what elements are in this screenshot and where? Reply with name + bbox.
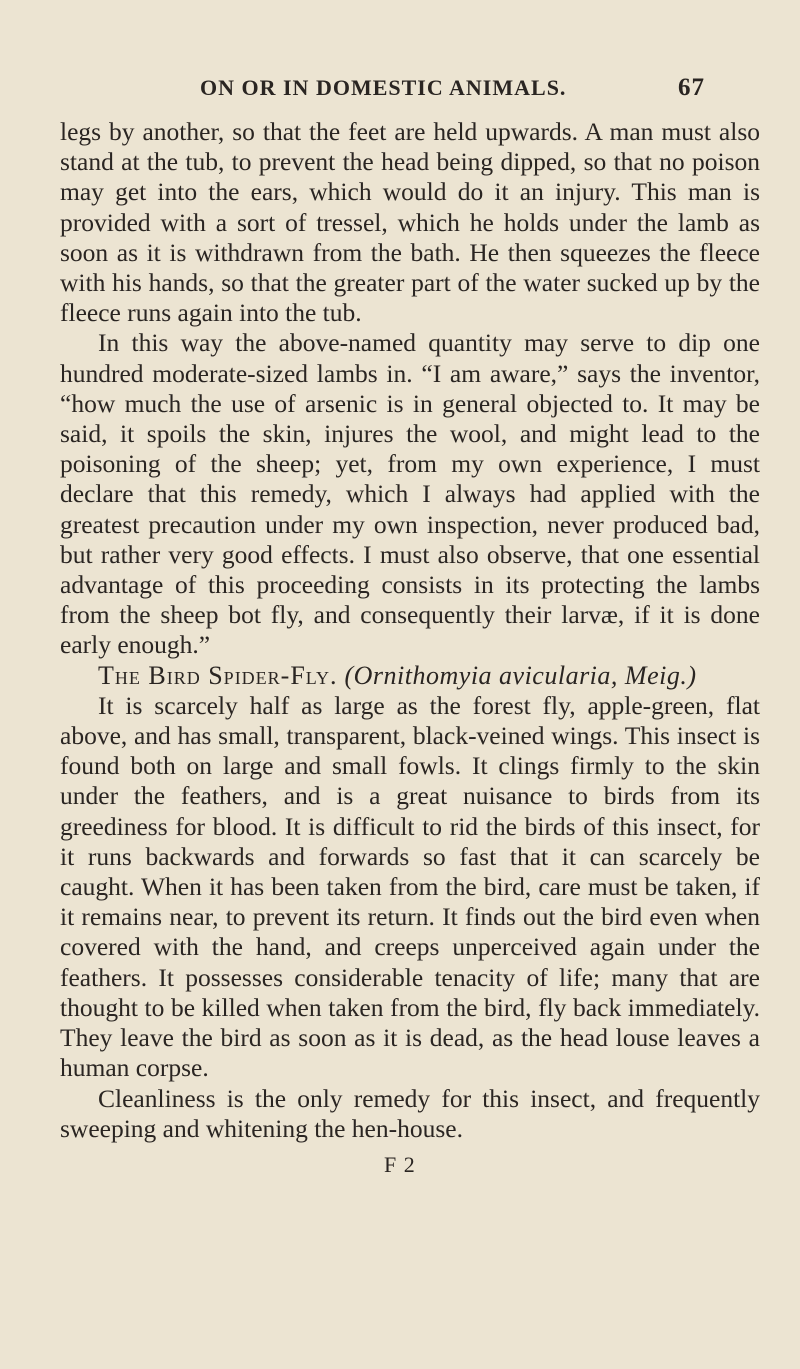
running-head xyxy=(200,74,705,102)
section-heading-latin-name: (Ornithomyia avicularia, Meig.) xyxy=(344,660,697,690)
signature-mark: F 2 xyxy=(384,1152,416,1177)
section-heading xyxy=(60,661,760,691)
paragraph-bird-spider-fly: It is scarcely half as large as the forest fly, apple-green, flat above, and has small, transparent, black-veined wings. This insect is found both on large and small fowls. It clings firmly to the skin under the feathers, and is a great nuisance to birds from its greediness for blood. It is difficult to rid the birds of this insect, for it runs backwards and forwards so fast that it can scarcely be caught. When it has been taken from the bird, care must be taken, if it remains near, to prevent its return. It finds out the bird even when covered with the hand, and creeps unperceived again under the feathers. It possesses considerable tenacity of life; many that are thought to be killed when taken from the bird, fly back immediately. They leave the bird as soon as it is dead, as the head louse leaves a human corpse. xyxy=(60,690,760,1083)
section-heading-common-name: The Bird Spider-Fly. xyxy=(98,660,338,690)
running-title: ON OR IN DOMESTIC ANIMALS. xyxy=(200,75,567,100)
paragraph-arsenic-quote: In this way the above-named quantity may serve to dip one hundred moderate-sized lambs in. “I am aware,” says the inventor, “how much the use of arsenic is in general objected to. It may be said, it spoils the skin, injures the wool, and might lead to the poisoning of the sheep; yet, from my own experience, I must declare that this remedy, which I always had applied with the greatest precaution under my own inspection, never produced bad, but rather very good effects. I must also observe, that one essential advantage of this proceeding consists in its protecting the lambs from the sheep bot fly, and consequently their larvæ, if it is done early enough.” xyxy=(60,328,760,660)
page-number: 67 xyxy=(678,74,705,101)
paragraph-continued: legs by another, so that the feet are held upwards. A man must also stand at the tub, to prevent the head being dipped, so that no poison may get into the ears, which would do it an injury. This man is provided with a sort of tressel, which he holds under the lamb as soon as it is withdrawn from the bath. He then squeezes the fleece with his hands, so that the greater part of the water sucked up by the fleece runs again into the tub. xyxy=(60,117,760,328)
paragraph-remedy: Cleanliness is the only remedy for this insect, and frequently sweeping and whitening the hen-house. xyxy=(60,1083,760,1143)
body-text xyxy=(60,117,760,1144)
